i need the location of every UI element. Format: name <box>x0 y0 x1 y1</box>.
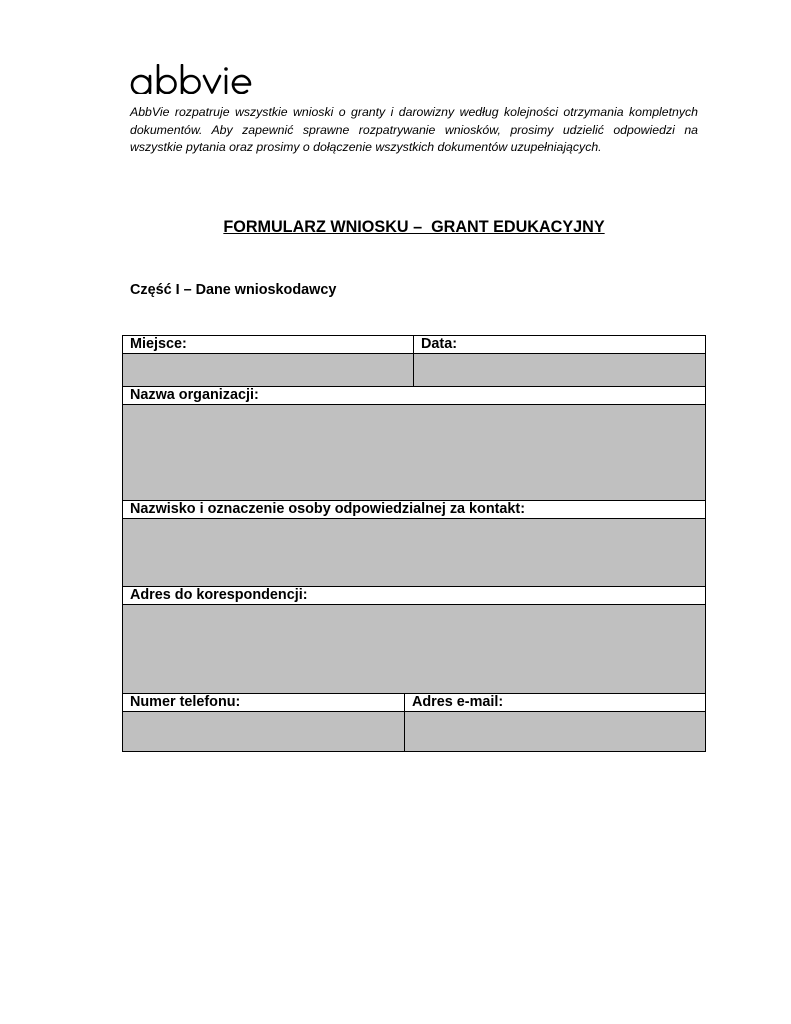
address-field[interactable] <box>123 605 706 694</box>
email-field[interactable] <box>405 712 706 752</box>
address-label: Adres do korespondencji: <box>123 587 706 605</box>
phone-field[interactable] <box>123 712 405 752</box>
intro-paragraph: AbbVie rozpatruje wszystkie wnioski o granty i darowizny według kolejności otrzymania kompletnych dokumentów. Aby zapewnić sprawne rozpatrywanie wniosków, prosimy udzielić odpowiedzi na wszystkie pytania oraz prosimy o dołączenie wszystkich dokumentów uzupełniających. <box>130 105 698 154</box>
phone-label: Numer telefonu: <box>123 694 405 712</box>
applicant-form <box>122 335 706 752</box>
date-label: Data: <box>414 336 706 354</box>
form-title: FORMULARZ WNIOSKU – GRANT EDUKACYJNY <box>223 218 605 236</box>
section-heading: Część I – Dane wnioskodawcy <box>130 282 337 298</box>
organization-label: Nazwa organizacji: <box>123 387 706 405</box>
place-label: Miejsce: <box>123 336 414 354</box>
contact-person-label: Nazwisko i oznaczenie osoby odpowiedzialnej za kontakt: <box>123 501 706 519</box>
place-field[interactable] <box>123 354 414 387</box>
organization-field[interactable] <box>123 405 706 501</box>
abbvie-logo <box>129 64 263 94</box>
contact-person-field[interactable] <box>123 519 706 587</box>
date-field[interactable] <box>414 354 706 387</box>
email-label: Adres e-mail: <box>405 694 706 712</box>
